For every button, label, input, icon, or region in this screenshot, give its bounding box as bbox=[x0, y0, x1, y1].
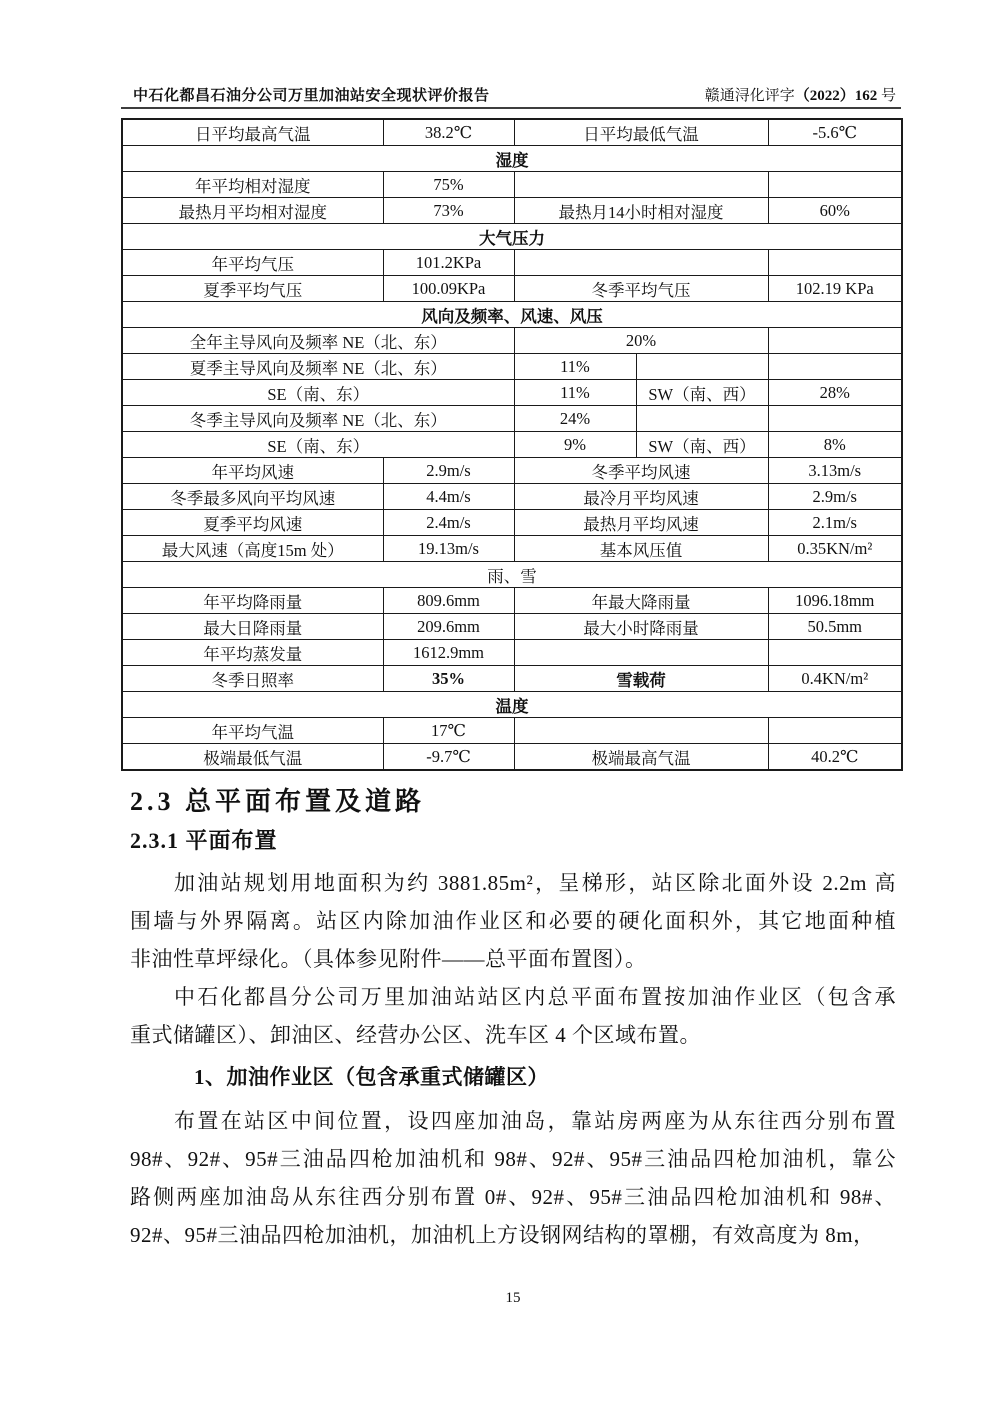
cell-value: 102.19 KPa bbox=[768, 276, 902, 302]
cell-value: 101.2KPa bbox=[383, 250, 514, 276]
cell-value: 60% bbox=[768, 198, 902, 224]
cell-label: 年平均气温 bbox=[122, 718, 383, 744]
table-section-row bbox=[122, 562, 902, 588]
paragraph-line: 布置在站区中间位置，设四座加油岛，靠站房两座为从东往西分别布置 bbox=[174, 1109, 896, 1133]
table-row bbox=[122, 172, 902, 198]
table-row bbox=[122, 588, 902, 614]
section-heading: 2.3 总平面布置及道路 bbox=[130, 787, 426, 816]
cell-value: 73% bbox=[383, 198, 514, 224]
cell-empty bbox=[768, 172, 902, 198]
cell-label: 夏季主导风向及频率 NE（北、东） bbox=[122, 354, 514, 380]
cell-label: 最大风速（高度15m 处） bbox=[122, 536, 383, 562]
table-row bbox=[122, 640, 902, 666]
cell-label: 基本风压值 bbox=[514, 536, 768, 562]
cell-label: 年平均降雨量 bbox=[122, 588, 383, 614]
cell-empty bbox=[514, 640, 768, 666]
cell-value: 2.1m/s bbox=[768, 510, 902, 536]
cell-label: 年平均气压 bbox=[122, 250, 383, 276]
cell-section-header: 大气压力 bbox=[122, 224, 902, 250]
table-section-row bbox=[122, 302, 902, 328]
table-row bbox=[122, 432, 902, 458]
cell-empty bbox=[636, 406, 768, 432]
cell-value: 0.4KN/m² bbox=[768, 666, 902, 692]
cell-empty bbox=[768, 640, 902, 666]
table-section-row bbox=[122, 224, 902, 250]
cell-section-header: 雨、雪 bbox=[122, 562, 902, 588]
table-row bbox=[122, 458, 902, 484]
paragraph-line: 中石化都昌分公司万里加油站站区内总平面布置按加油作业区（包含承 bbox=[174, 985, 896, 1009]
cell-empty bbox=[514, 250, 768, 276]
cell-value: 2.9m/s bbox=[383, 458, 514, 484]
cell-value: 3.13m/s bbox=[768, 458, 902, 484]
cell-label: 冬季主导风向及频率 NE（北、东） bbox=[122, 406, 514, 432]
cell-label: 全年主导风向及频率 NE（北、东） bbox=[122, 328, 514, 354]
paragraph-line: 非油性草坪绿化。（具体参见附件——总平面布置图）。 bbox=[130, 947, 647, 971]
paragraph-line: 围墙与外界隔离。站区内除加油作业区和必要的硬化面积外，其它地面种植 bbox=[130, 909, 896, 933]
cell-value: 100.09KPa bbox=[383, 276, 514, 302]
header-divider bbox=[121, 107, 901, 109]
cell-value: 2.9m/s bbox=[768, 484, 902, 510]
cell-label: SE（南、东） bbox=[122, 432, 514, 458]
cell-label: 年平均蒸发量 bbox=[122, 640, 383, 666]
cell-value: 209.6mm bbox=[383, 614, 514, 640]
cell-empty bbox=[768, 328, 902, 354]
table-row bbox=[122, 198, 902, 224]
cell-value: 11% bbox=[514, 354, 636, 380]
cell-value: 50.5mm bbox=[768, 614, 902, 640]
report-title-header: 中石化都昌石油分公司万里加油站安全现状评价报告 bbox=[133, 88, 490, 104]
cell-value: 8% bbox=[768, 432, 902, 458]
cell-value: 9% bbox=[514, 432, 636, 458]
cell-label: 夏季平均风速 bbox=[122, 510, 383, 536]
paragraph-zoning bbox=[130, 978, 896, 1054]
cell-label: 雪载荷 bbox=[514, 666, 768, 692]
cell-label: 最大小时降雨量 bbox=[514, 614, 768, 640]
table-row bbox=[122, 276, 902, 302]
table-row bbox=[122, 119, 902, 146]
cell-value: 809.6mm bbox=[383, 588, 514, 614]
table-row bbox=[122, 614, 902, 640]
cell-label: 最冷月平均风速 bbox=[514, 484, 768, 510]
cell-label: 最热月平均风速 bbox=[514, 510, 768, 536]
cell-value: 75% bbox=[383, 172, 514, 198]
cell-label: 夏季平均气压 bbox=[122, 276, 383, 302]
doc-ref-prefix: 赣通浔化评字 bbox=[704, 88, 795, 104]
paragraph-line: 98#、92#、95#三油品四枪加油机和 98#、92#、95#三油品四枪加油机，靠公 bbox=[130, 1147, 896, 1171]
cell-label: SW（南、西） bbox=[636, 380, 768, 406]
paragraph-line: 重式储罐区）、卸油区、经营办公区、洗车区 4 个区域布置。 bbox=[130, 1023, 701, 1047]
cell-value: 1096.18mm bbox=[768, 588, 902, 614]
cell-label: SW（南、西） bbox=[636, 432, 768, 458]
cell-empty bbox=[768, 354, 902, 380]
table-row bbox=[122, 354, 902, 380]
cell-value: 38.2℃ bbox=[383, 119, 514, 146]
subsection-heading: 2.3.1 平面布置 bbox=[130, 828, 278, 853]
cell-label: 最热月14小时相对湿度 bbox=[514, 198, 768, 224]
page-number: 15 bbox=[505, 1290, 521, 1306]
cell-label: 年平均相对湿度 bbox=[122, 172, 383, 198]
table-row bbox=[122, 510, 902, 536]
cell-empty bbox=[768, 250, 902, 276]
cell-label: 极端最低气温 bbox=[122, 744, 383, 771]
table-row bbox=[122, 666, 902, 692]
cell-section-header: 温度 bbox=[122, 692, 902, 718]
cell-label: 冬季最多风向平均风速 bbox=[122, 484, 383, 510]
cell-empty bbox=[514, 718, 768, 744]
cell-label: 年平均风速 bbox=[122, 458, 383, 484]
cell-label: 冬季平均气压 bbox=[514, 276, 768, 302]
cell-label: 极端最高气温 bbox=[514, 744, 768, 771]
document-reference-number bbox=[705, 84, 896, 105]
table-row bbox=[122, 406, 902, 432]
cell-empty bbox=[514, 172, 768, 198]
cell-value: 4.4m/s bbox=[383, 484, 514, 510]
cell-value: -9.7℃ bbox=[383, 744, 514, 771]
paragraph-line: 92#、95#三油品四枪加油机，加油机上方设钢网结构的罩棚，有效高度为 8m， bbox=[130, 1223, 875, 1247]
cell-label: SE（南、东） bbox=[122, 380, 514, 406]
table-row bbox=[122, 718, 902, 744]
table-row bbox=[122, 250, 902, 276]
cell-value: 19.13m/s bbox=[383, 536, 514, 562]
cell-value: 35% bbox=[383, 666, 514, 692]
table-row bbox=[122, 484, 902, 510]
cell-value: 0.35KN/m² bbox=[768, 536, 902, 562]
paragraph-line: 加油站规划用地面积为约 3881.85m²，呈梯形，站区除北面外设 2.2m 高 bbox=[174, 871, 896, 895]
cell-value: -5.6℃ bbox=[768, 119, 902, 146]
cell-value: 20% bbox=[514, 328, 768, 354]
cell-value: 17℃ bbox=[383, 718, 514, 744]
cell-label: 年最大降雨量 bbox=[514, 588, 768, 614]
cell-value: 28% bbox=[768, 380, 902, 406]
cell-label: 冬季日照率 bbox=[122, 666, 383, 692]
cell-label: 日平均最高气温 bbox=[122, 119, 383, 146]
cell-value: 11% bbox=[514, 380, 636, 406]
paragraph-fueling-area bbox=[130, 1102, 896, 1254]
table-row bbox=[122, 328, 902, 354]
table-section-row bbox=[122, 692, 902, 718]
doc-ref-number: （2022）162 bbox=[794, 88, 878, 104]
paragraph-line: 路侧两座加油岛从东往西分别布置 0#、92#、95#三油品四枪加油机和 98#、 bbox=[130, 1185, 896, 1209]
table-section-row bbox=[122, 146, 902, 172]
cell-empty bbox=[768, 406, 902, 432]
cell-label: 最大日降雨量 bbox=[122, 614, 383, 640]
cell-label: 冬季平均风速 bbox=[514, 458, 768, 484]
cell-section-header: 湿度 bbox=[122, 146, 902, 172]
cell-empty bbox=[768, 718, 902, 744]
table-row bbox=[122, 380, 902, 406]
cell-value: 24% bbox=[514, 406, 636, 432]
cell-value: 40.2℃ bbox=[768, 744, 902, 771]
climate-data-table bbox=[121, 118, 903, 771]
cell-value: 2.4m/s bbox=[383, 510, 514, 536]
table-row bbox=[122, 744, 902, 771]
cell-label: 日平均最低气温 bbox=[514, 119, 768, 146]
cell-section-header: 风向及频率、风速、风压 bbox=[122, 302, 902, 328]
cell-empty bbox=[636, 354, 768, 380]
list-item-heading: 1、加油作业区（包含承重式储罐区） bbox=[194, 1065, 549, 1089]
cell-label: 最热月平均相对湿度 bbox=[122, 198, 383, 224]
cell-value: 1612.9mm bbox=[383, 640, 514, 666]
paragraph-site-area bbox=[130, 864, 896, 978]
table-row bbox=[122, 536, 902, 562]
doc-ref-suffix: 号 bbox=[877, 88, 896, 104]
